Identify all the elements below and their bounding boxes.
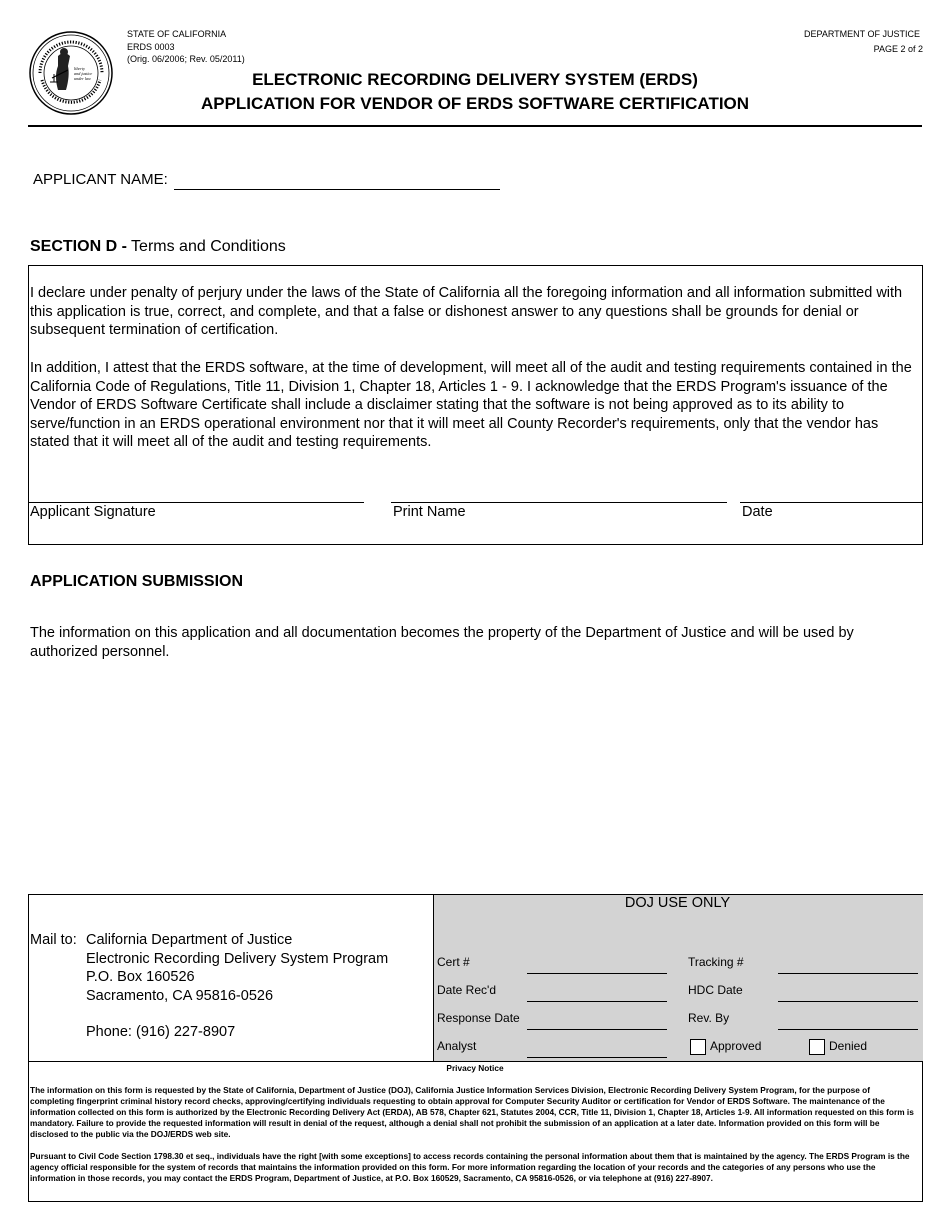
rev-by-field[interactable] (778, 1029, 918, 1030)
svg-text:and justice: and justice (74, 71, 93, 76)
submission-text: The information on this application and all documentation becomes the property of the Department of Justice and will be used by authorized personnel. (30, 625, 854, 660)
applicant-name-label: APPLICANT NAME: (33, 171, 168, 188)
form-title-line2: APPLICATION FOR VENDOR OF ERDS SOFTWARE CERTIFICATION (200, 94, 750, 113)
section-d-title: Terms and Conditions (126, 238, 286, 255)
print-name-label: Print Name (393, 504, 466, 520)
cert-label: Cert # (437, 955, 470, 969)
mail-line-2: Electronic Recording Delivery System Program (86, 950, 389, 967)
response-date-label: Response Date (437, 1011, 520, 1025)
privacy-paragraph-2: Pursuant to Civil Code Section 1798.30 et seq., individuals have the right [with some exceptions] to access records containing the personal information about them that is maintained by the agency. The ERDS Program is the agency official responsible for the system of records that maintains the information provided on this form. For more information regarding the location of your records and the categories of any persons who use the information in those records, you may contact the ERDS Program, Department of Justice, at P.O. Box 160529, Sacramento, CA 95816-0526, or via telephone at (916) 227-8907. (30, 1151, 910, 1184)
tracking-field[interactable] (778, 973, 918, 974)
mail-to-block (30, 931, 388, 1042)
section-d-label: SECTION D - (30, 238, 127, 255)
form-title-line1: ELECTRONIC RECORDING DELIVERY SYSTEM (ERDS) (252, 70, 698, 89)
form-number: ERDS 0003 (127, 42, 175, 52)
signature-label: Applicant Signature (30, 504, 156, 520)
cert-field[interactable] (527, 973, 667, 974)
terms-paragraph-2: In addition, I attest that the ERDS software, at the time of development, will meet all of the audit and testing requirements contained in the California Code of Regulations, Title 11, Division 1, Chapter 18, Articles 1 - 9. I acknowledge that the ERDS Program's issuance of the Vendor of ERDS Software Certificate shall include a disclaimer stating that the software is not being approved as to its ability to serve/function in an ERDS operational environment nor that it will meet all County Recorder's requirements, only that the vendor has stated that it will meet all of the audit and testing requirements. (30, 360, 912, 450)
denied-checkbox[interactable] (809, 1039, 825, 1055)
submission-heading: APPLICATION SUBMISSION (30, 573, 244, 590)
analyst-label: Analyst (437, 1039, 477, 1053)
mail-line-1: California Department of Justice (86, 932, 293, 948)
svg-text:under law: under law (74, 76, 91, 81)
date-label: Date (742, 504, 773, 520)
section-d-heading (30, 238, 286, 256)
privacy-notice-title: Privacy Notice (446, 1063, 504, 1073)
print-name-line[interactable] (391, 502, 727, 503)
doj-use-panel (433, 895, 923, 1061)
applicant-name-field[interactable] (174, 171, 500, 190)
department-label: DEPARTMENT OF JUSTICE (803, 29, 920, 39)
rev-by-label: Rev. By (688, 1011, 730, 1025)
hdc-date-label: HDC Date (688, 983, 743, 997)
svg-text:liberty: liberty (74, 66, 85, 71)
date-line[interactable] (740, 502, 922, 503)
signature-line[interactable] (28, 502, 364, 503)
approved-label: Approved (710, 1039, 762, 1053)
denied-label: Denied (829, 1039, 868, 1053)
doj-use-title: DOJ USE ONLY (624, 895, 731, 911)
hdc-date-field[interactable] (778, 1001, 918, 1002)
mail-line-4: Sacramento, CA 95816-0526 (86, 987, 274, 1004)
form-revision: (Orig. 06/2006; Rev. 05/2011) (127, 54, 245, 64)
approved-checkbox[interactable] (690, 1039, 706, 1055)
mail-privacy-divider (28, 1061, 922, 1062)
mail-line-3: P.O. Box 160526 (86, 969, 195, 985)
response-date-field[interactable] (527, 1029, 667, 1030)
state-label: STATE OF CALIFORNIA (127, 29, 227, 39)
header-divider (28, 125, 922, 127)
mail-to-label: Mail to: (30, 932, 77, 948)
terms-paragraph-1: I declare under penalty of perjury under the laws of the State of California all the foregoing information and all information submitted with this application is true, correct, and complete, and that a false or dishonest answer to any questions shall be grounds for denial or subsequent termination of certification. (30, 285, 903, 338)
date-recd-field[interactable] (527, 1001, 667, 1002)
privacy-paragraph-1: The information on this form is requested by the State of California, Department of Justice (DOJ), California Justice Information Services Division, Electronic Recording Delivery System Program, for the purpose of completing fingerprint criminal history record checks, approving/certifying individuals requesting to obtain approval for Computer Security Auditor or certification for Vendor of ERDS Software. The maintenance of the information collected on this form is authorized by the Electronic Recording Delivery Act (ERDA), AB 578, Chapter 621, Statutes 2004, CCR, Title 11, Division 1, Chapter 18, Articles 1-9. All information requested on this form is mandatory. Failure to provide the requested information will result in denial of the request, although a denial shall not prohibit the submission of an application at a later date. Information provided on this form will be disclosed to the public via the DOJ/ERDS web site. (30, 1085, 914, 1140)
date-recd-label: Date Rec'd (437, 983, 496, 997)
mail-phone: Phone: (916) 227-8907 (86, 1024, 236, 1040)
tracking-label: Tracking # (688, 955, 744, 969)
analyst-field[interactable] (527, 1057, 667, 1058)
page-number: PAGE 2 of 2 (873, 44, 923, 54)
